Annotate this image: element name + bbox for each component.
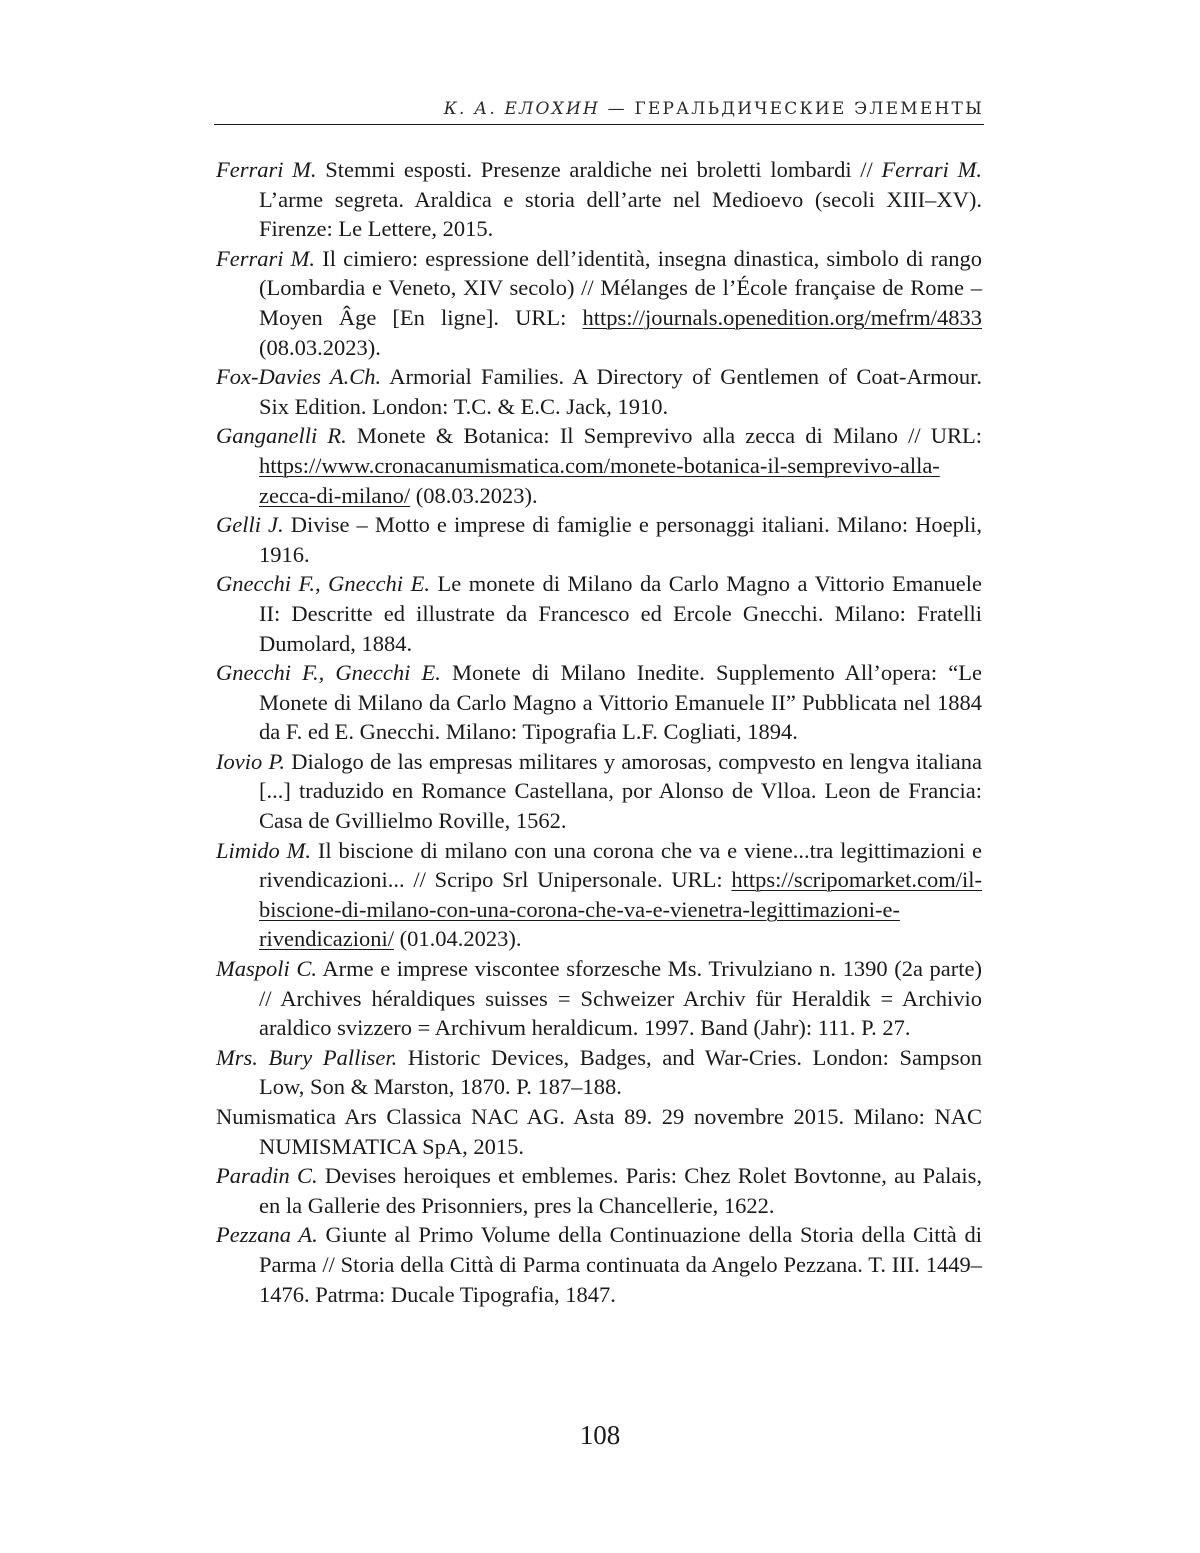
reference-author: Limido M. — [216, 837, 312, 863]
reference-text: Monete & Botanica: Il Semprevivo alla zecca di Milano // URL: — [346, 423, 982, 449]
reference-text: Monete di Milano Inedite. Supplemento All’opera: “Le Monete di Milano da Carlo Magno a Vittorio Emanuele II” Pubblicata nel 1884 da F. ed E. Gnecchi. Milano: Tipografia L.F. Cogliati, 1894. — [259, 660, 982, 745]
reference-url-link[interactable]: https://journals.openedition.org/mefrm/4833 — [582, 304, 982, 330]
reference-text: Arme e imprese viscontee sforzesche Ms. Trivulziano n. 1390 (2a parte) // Archives héraldiques suisses = Schweizer Archiv für Heraldik = Archivio araldico svizzero = Archivum heraldicum. 1997. Band (Jahr): 111. P. 27. — [259, 956, 983, 1041]
reference-text: Il cimiero: espressione dell’identità, insegna dinastica, simbolo di rango (Lombardia e Veneto, XIV secolo) // Mélanges de l’École française de Rome – Moyen Âge [En ligne]. URL: — [259, 245, 982, 330]
reference-access-date: (01.04.2023). — [393, 926, 522, 952]
reference-author: Pezzana A. — [216, 1222, 318, 1248]
reference-access-date: (08.03.2023). — [259, 334, 381, 360]
reference-author: Ganganelli R. — [216, 423, 347, 449]
reference-entry — [216, 658, 982, 747]
reference-author: Gelli J. — [216, 512, 284, 538]
reference-author-secondary: Ferrari M. — [881, 157, 982, 182]
running-head-author: К. А. ЕЛОХИН — [443, 99, 601, 119]
reference-text: Stemmi esposti. Presenze araldiche nei broletti lombardi // — [316, 157, 882, 182]
reference-entry — [216, 244, 982, 362]
page-number: 108 — [579, 1420, 621, 1450]
reference-entry — [216, 362, 982, 421]
header-rule — [214, 124, 984, 125]
reference-author: Paradin C. — [216, 1163, 318, 1189]
reference-author: Ferrari M. — [216, 157, 317, 182]
reference-entry — [216, 510, 982, 569]
reference-author: Fox-Davies A.Ch. — [216, 364, 382, 390]
running-head-separator: — — [600, 99, 635, 119]
reference-url-link[interactable]: https://scripomarket.com/il-biscione-di-milano-con-una-corona-che-va-e-vienetra-legittimazioni-e-rivendicazioni/ — [259, 867, 982, 952]
reference-entry — [216, 1043, 982, 1102]
reference-text: Divise – Motto e imprese di famiglie e personaggi italiani. Milano: Hoepli, 1916. — [259, 512, 983, 567]
reference-entry — [216, 1161, 982, 1220]
reference-text-continued: L’arme segreta. Araldica e storia dell’arte nel Medioevo (secoli XIII–XV). Firenze: Le Lettere, 2015. — [259, 186, 982, 242]
reference-access-date: (08.03.2023). — [410, 482, 538, 508]
reference-author: Ferrari M. — [216, 245, 316, 271]
reference-author: Gnecchi F., Gnecchi E. — [216, 571, 430, 597]
reference-author: Gnecchi F., Gnecchi E. — [216, 660, 441, 686]
reference-url-link[interactable]: https://www.cronacanumismatica.com/monete-botanica-il-semprevivo-alla-zecca-di-milano/ — [259, 452, 940, 508]
reference-text: Historic Devices, Badges, and War-Cries. London: Sampson Low, Son & Marston, 1870. P. 187–188. — [259, 1044, 982, 1100]
reference-author: Iovio P. — [216, 748, 285, 774]
reference-list — [216, 155, 982, 1309]
reference-text: Giunte al Primo Volume della Continuazione della Storia della Città di Parma // Storia della Città di Parma continuata da Angelo Pezzana. T. III. 1449–1476. Patrma: Ducale Tipografia, 1847. — [259, 1222, 982, 1307]
reference-entry — [216, 747, 982, 836]
reference-author: Maspoli C. — [216, 956, 317, 982]
reference-text: Devises heroiques et emblemes. Paris: Chez Rolet Bovtonne, au Palais, en la Gallerie des Prisonniers, pres la Chancellerie, 1622. — [259, 1163, 983, 1218]
reference-entry — [216, 836, 982, 954]
reference-entry — [216, 1102, 982, 1161]
reference-entry — [216, 421, 982, 510]
reference-text: Le monete di Milano da Carlo Magno a Vittorio Emanuele II: Descritte ed illustrate da Francesco ed Ercole Gnecchi. Milano: Fratelli Dumolard, 1884. — [259, 571, 982, 656]
reference-text: Dialogo de las empresas militares y amorosas, compvesto en lengva italiana [...] traduzido en Romance Castellana, por Alonso de Vlloa. Leon de Francia: Casa de Gvillielmo Roville, 1562. — [259, 748, 982, 834]
reference-text: Il biscione di milano con una corona che va e viene...tra legittimazioni e rivendicazioni... // Scripo Srl Unipersonale. URL: — [259, 837, 982, 893]
running-head-title: ГЕРАЛЬДИЧЕСКИЕ ЭЛЕМЕНТЫ — [634, 99, 984, 119]
reference-entry — [216, 1220, 982, 1309]
reference-entry — [216, 954, 982, 1043]
reference-entry — [216, 155, 982, 244]
running-head — [214, 98, 984, 120]
reference-text: Numismatica Ars Classica NAC AG. Asta 89. 29 novembre 2015. Milano: NAC NUMISMATICA SpA, 2015. — [216, 1104, 982, 1159]
reference-entry — [216, 569, 982, 658]
reference-text: Armorial Families. A Directory of Gentlemen of Coat-Armour. Six Edition. London: T.C. & E.C. Jack, 1910. — [259, 364, 982, 419]
reference-author: Mrs. Bury Palliser. — [216, 1044, 398, 1070]
